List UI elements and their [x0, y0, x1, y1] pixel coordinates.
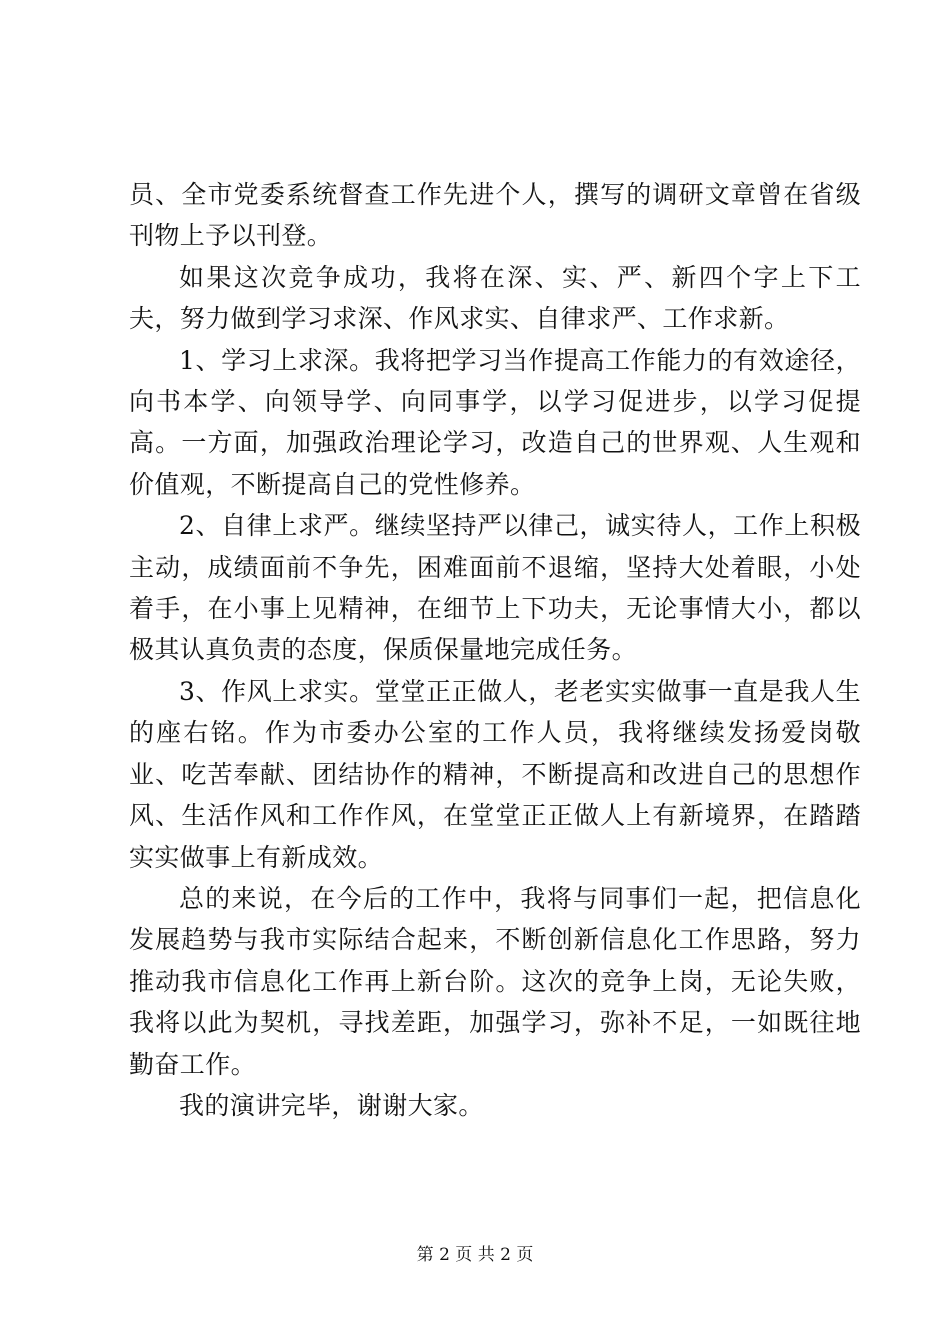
paragraph-point-2: 2、自律上求严。继续坚持严以律己，诚实待人，工作上积极主动，成绩面前不争先，困难面前不退缩，坚持大处着眼，小处着手，在小事上见精神，在细节上下功夫，无论事情大小，都以极其认真负责的态度，保质保量地完成任务。: [129, 511, 861, 665]
page-footer: [0, 1244, 950, 1266]
paragraph-commitment: 如果这次竞争成功，我将在深、实、严、新四个字上下工夫，努力做到学习求深、作风求实、自律求严、工作求新。: [129, 262, 861, 334]
paragraph-point-3: 3、作风上求实。堂堂正正做人，老老实实做事一直是我人生的座右铭。作为市委办公室的工作人员，我将继续发扬爱岗敬业、吃苦奉献、团结协作的精神，不断提高和改进自己的思想作风、生活作风和工作作风，在堂堂正正做人上有新境界，在踏踏实实做事上有新成效。: [129, 676, 861, 872]
paragraph-continuation: 员、全市党委系统督查工作先进个人，撰写的调研文章曾在省级刊物上予以刊登。: [129, 180, 861, 251]
paragraph-summary: 总的来说，在今后的工作中，我将与同事们一起，把信息化发展趋势与我市实际结合起来，不断创新信息化工作思路，努力推动我市信息化工作再上新台阶。这次的竞争上岗，无论失败，我将以此为契机，寻找差距，加强学习，弥补不足，一如既往地勤奋工作。: [129, 883, 861, 1079]
document-body: [129, 174, 861, 1126]
paragraph-point-1: 1、学习上求深。我将把学习当作提高工作能力的有效途径，向书本学、向领导学、向同事学，以学习促进步，以学习促提高。一方面，加强政治理论学习，改造自己的世界观、人生观和价值观，不断提高自己的党性修养。: [129, 345, 861, 499]
paragraph-closing: 我的演讲完毕，谢谢大家。: [179, 1090, 484, 1120]
page-number-indicator: 第 2 页 共 2 页: [416, 1245, 534, 1265]
